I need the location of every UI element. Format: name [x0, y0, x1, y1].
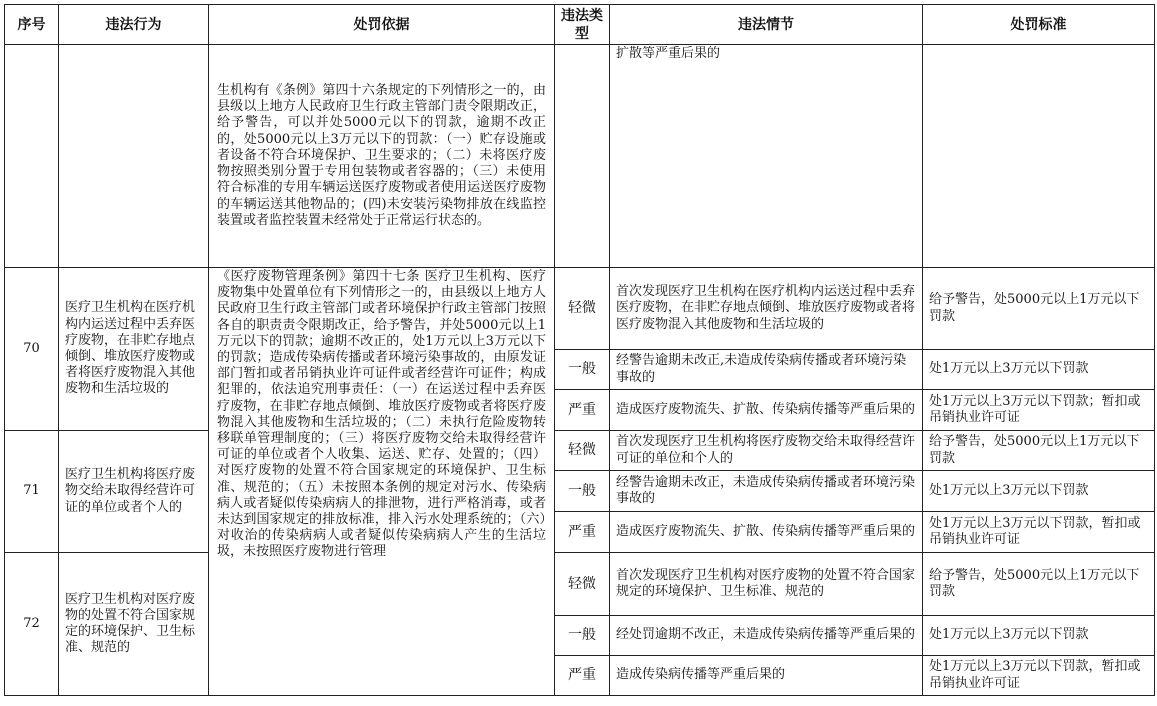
- continued-basis-cell: 生机构有《条例》第四十六条规定的下列情形之一的，由县级以上地方人民政府卫生行政主管部门责令限期改正，给予警告，可以并处5000元以下的罚款，逾期不改正的，处5000元以上3万元以下的罚款：（一）贮存设施或者设备不符合环境保护、卫生要求的；（二）未将医疗废物按照类别分置于专用包装物或者容器的；（三）未使用符合标准的专用车辆运送医疗废物或者使用运送医疗废物的车辆运送其他物品的；(四)未安装污染物排放在线监控装置或者监控装置未经常处于正常运行状态的。: [209, 45, 555, 268]
- continued-standard-cell: [923, 45, 1155, 268]
- table-row: [5, 553, 1155, 616]
- header-row: [5, 5, 1155, 45]
- item-no: 70: [5, 268, 59, 431]
- circumstance: 首次发现医疗卫生机构将医疗废物交给未取得经营许可证的单位和个人的: [610, 431, 923, 471]
- continued-no-cell: [5, 45, 59, 268]
- circumstance: 造成医疗废物流失、扩散、传染病传播等严重后果的: [610, 390, 923, 431]
- item-behavior: 医疗卫生机构将医疗废物交给未取得经营许可证的单位或者个人的: [59, 431, 209, 553]
- circumstance: 经警告逾期未改正,未造成传染病传播或者环境污染事故的: [610, 350, 923, 390]
- standard: 处1万元以上3万元以下罚款，暂扣或吊销执业许可证: [923, 512, 1155, 553]
- penalty-standard-table: [4, 4, 1155, 696]
- standard: 处1万元以上3万元以下罚款；暂扣或吊销执业许可证: [923, 390, 1155, 431]
- continued-behavior-cell: [59, 45, 209, 268]
- circumstance: 造成医疗废物流失、扩散、传染病传播等严重后果的: [610, 512, 923, 553]
- table-row-continued: [5, 45, 1155, 268]
- header-basis: 处罚依据: [209, 5, 555, 45]
- header-no: 序号: [5, 5, 59, 45]
- violation-type: 轻微: [555, 553, 610, 616]
- violation-type: 一般: [555, 350, 610, 390]
- item-no: 71: [5, 431, 59, 553]
- item-behavior: 医疗卫生机构对医疗废物的处置不符合国家规定的环境保护、卫生标准、规范的: [59, 553, 209, 696]
- circumstance: 首次发现医疗卫生机构在医疗机构内运送过程中丢弃医疗废物，在非贮存地点倾倒、堆放医疗废物或者将医疗废物混入其他废物和生活垃圾的: [610, 268, 923, 350]
- violation-type: 一般: [555, 471, 610, 512]
- violation-type: 严重: [555, 512, 610, 553]
- table-row: [5, 431, 1155, 471]
- violation-type: 一般: [555, 616, 610, 656]
- header-circumstance: 违法情节: [610, 5, 923, 45]
- violation-type: 轻微: [555, 268, 610, 350]
- violation-type: 严重: [555, 390, 610, 431]
- standard: 给予警告，处5000元以上1万元以下罚款: [923, 431, 1155, 471]
- header-behavior: 违法行为: [59, 5, 209, 45]
- header-type: 违法类型: [555, 5, 610, 45]
- violation-type: 严重: [555, 656, 610, 696]
- continued-circumstance-cell: 扩散等严重后果的: [610, 45, 923, 268]
- circumstance: 经处罚逾期不改正，未造成传染病传播等严重后果的: [610, 616, 923, 656]
- continued-type-cell: [555, 45, 610, 268]
- standard: 处1万元以上3万元以下罚款: [923, 616, 1155, 656]
- standard: 处1万元以上3万元以下罚款: [923, 471, 1155, 512]
- item-behavior: 医疗卫生机构在医疗机构内运送过程中丢弃医疗废物，在非贮存地点倾倒、堆放医疗废物或者将医疗废物混入其他废物和生活垃圾的: [59, 268, 209, 431]
- circumstance: 首次发现医疗卫生机构对医疗废物的处置不符合国家规定的环境保护、卫生标准、规范的: [610, 553, 923, 616]
- shared-basis-cell: 《医疗废物管理条例》第四十七条 医疗卫生机构、医疗废物集中处置单位有下列情形之一的，由县级以上地方人民政府卫生行政主管部门或者环境保护行政主管部门按照各自的职责责令限期改正，给予警告，并处5000元以上1万元以下的罚款；逾期不改正的，处1万元以上3万元以下的罚款；造成传染病传播或者环境污染事故的，由原发证部门暂扣或者吊销执业许可证件或者经营许可证件；构成犯罪的，依法追究刑事责任：（一）在运送过程中丢弃医疗废物，在非贮存地点倾倒、堆放医疗废物或者将医疗废物混入其他废物和生活垃圾的；（二）未执行危险废物转移联单管理制度的；（三）将医疗废物交给未取得经营许可证的单位或者个人收集、运送、贮存、处置的；（四）对医疗废物的处置不符合国家规定的环境保护、卫生标准、规范的；（五）未按照本条例的规定对污水、传染病病人或者疑似传染病病人的排泄物，进行严格消毒，或者未达到国家规定的排放标准，排入污水处理系统的；（六）对收治的传染病病人或者疑似传染病病人产生的生活垃圾，未按照医疗废物进行管理: [209, 268, 555, 696]
- table-row: [5, 268, 1155, 350]
- item-no: 72: [5, 553, 59, 696]
- circumstance: 造成传染病传播等严重后果的: [610, 656, 923, 696]
- standard: 给予警告，处5000元以上1万元以下罚款: [923, 268, 1155, 350]
- header-standard: 处罚标准: [923, 5, 1155, 45]
- violation-type: 轻微: [555, 431, 610, 471]
- circumstance: 经警告逾期未改正，未造成传染病传播或者环境污染事故的: [610, 471, 923, 512]
- standard: 给予警告，处5000元以上1万元以下罚款: [923, 553, 1155, 616]
- standard: 处1万元以上3万元以下罚款，暂扣或吊销执业许可证: [923, 656, 1155, 696]
- standard: 处1万元以上3万元以下罚款: [923, 350, 1155, 390]
